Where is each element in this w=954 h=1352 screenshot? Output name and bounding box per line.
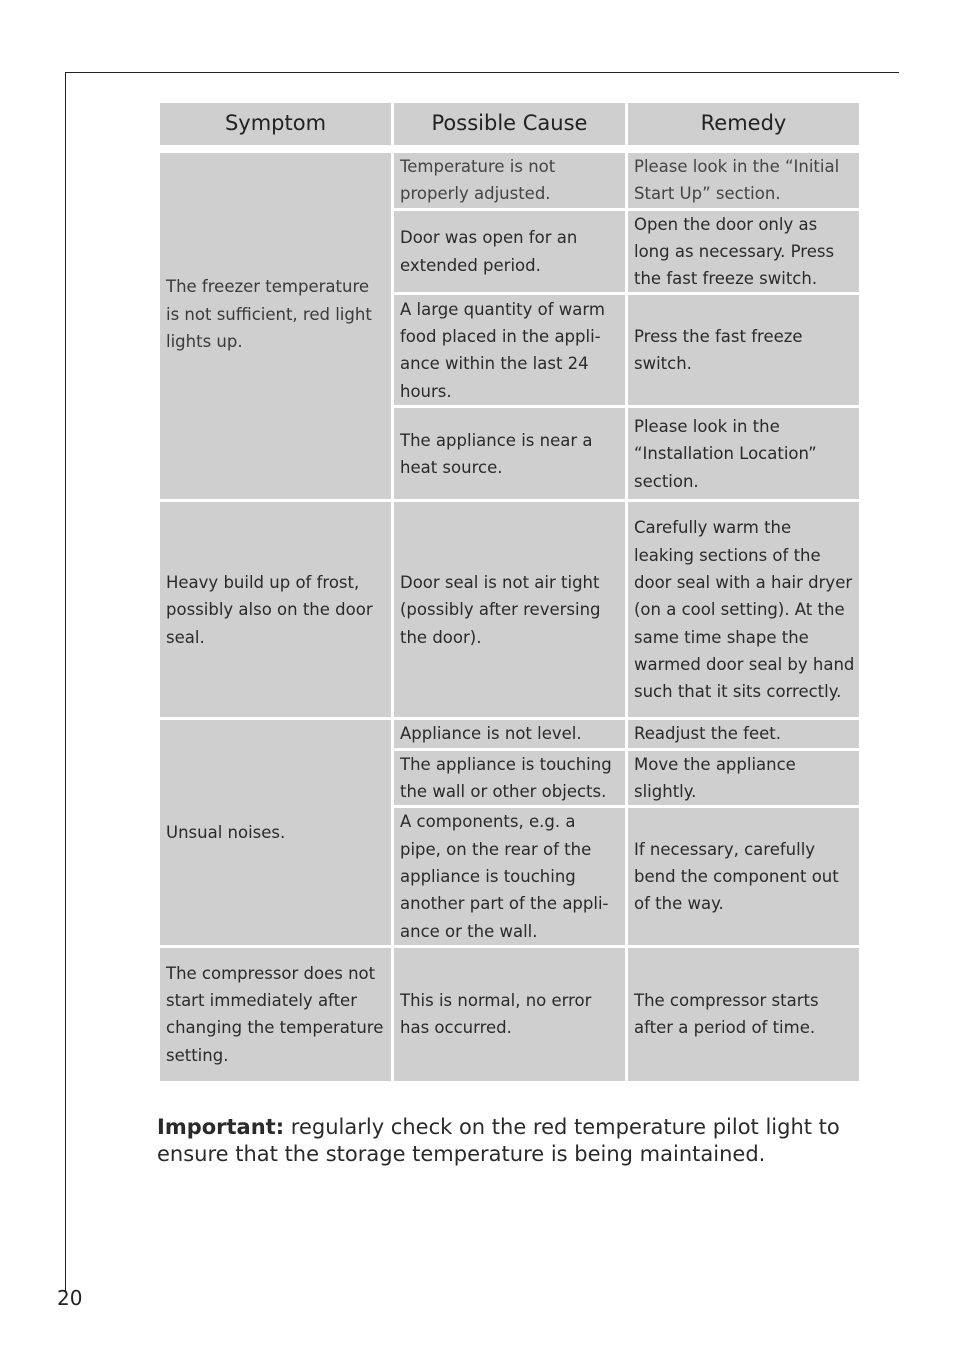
left-rule: [65, 72, 66, 1292]
cause-cell: The appliance is near a heat source.: [394, 408, 625, 499]
troubleshooting-table: [157, 100, 862, 1084]
top-rule: [65, 72, 899, 73]
remedy-cell: If necessary, carefully bend the component out of the way.: [628, 808, 859, 944]
remedy-cell: Carefully warm the leaking sections of the door seal with a hair dryer (on a cool setting). At the same time shape the warmed door seal by hand such that it sits correctly.: [628, 502, 859, 717]
cause-cell: The appliance is touching the wall or other objects.: [394, 751, 625, 806]
remedy-cell: Open the door only as long as necessary. Press the fast freeze switch.: [628, 211, 859, 293]
symptom-cell: Unsual noises.: [160, 720, 391, 944]
important-label: Important:: [157, 1115, 285, 1139]
table-row: [160, 153, 859, 208]
cause-cell: This is normal, no error has occurred.: [394, 948, 625, 1081]
header-row: [160, 103, 859, 145]
remedy-cell: The compressor starts after a period of time.: [628, 948, 859, 1081]
cause-cell: Appliance is not level.: [394, 720, 625, 747]
cause-cell: A large quantity of warm food placed in the appli-ance within the last 24 hours.: [394, 295, 625, 405]
remedy-cell: Readjust the feet.: [628, 720, 859, 747]
header-symptom: Symptom: [160, 103, 391, 145]
symptom-cell: The compressor does not start immediately after changing the temperature setting.: [160, 948, 391, 1081]
page-number: 20: [57, 1286, 83, 1310]
cause-cell: Temperature is not properly adjusted.: [394, 153, 625, 208]
table-row: [160, 502, 859, 717]
remedy-cell: Move the appliance slightly.: [628, 751, 859, 806]
symptom-cell: The freezer temperature is not sufficient, red light lights up.: [160, 153, 391, 499]
remedy-cell: Press the fast freeze switch.: [628, 295, 859, 405]
important-note: [157, 1114, 857, 1168]
remedy-cell: Please look in the “Initial Start Up” section.: [628, 153, 859, 208]
header-cause: Possible Cause: [394, 103, 625, 145]
table-row: [160, 720, 859, 747]
cause-cell: Door seal is not air tight (possibly after reversing the door).: [394, 502, 625, 717]
cause-cell: Door was open for an extended period.: [394, 211, 625, 293]
cause-cell: A components, e.g. a pipe, on the rear of the appliance is touching another part of the appli-ance or the wall.: [394, 808, 625, 944]
remedy-cell: Please look in the “Installation Location” section.: [628, 408, 859, 499]
table-row: [160, 948, 859, 1081]
symptom-cell: Heavy build up of frost, possibly also on the door seal.: [160, 502, 391, 717]
spacer-row: [160, 148, 859, 150]
important-text: regularly check on the red temperature pilot light to ensure that the storage temperature is being maintained.: [157, 1115, 840, 1166]
header-remedy: Remedy: [628, 103, 859, 145]
